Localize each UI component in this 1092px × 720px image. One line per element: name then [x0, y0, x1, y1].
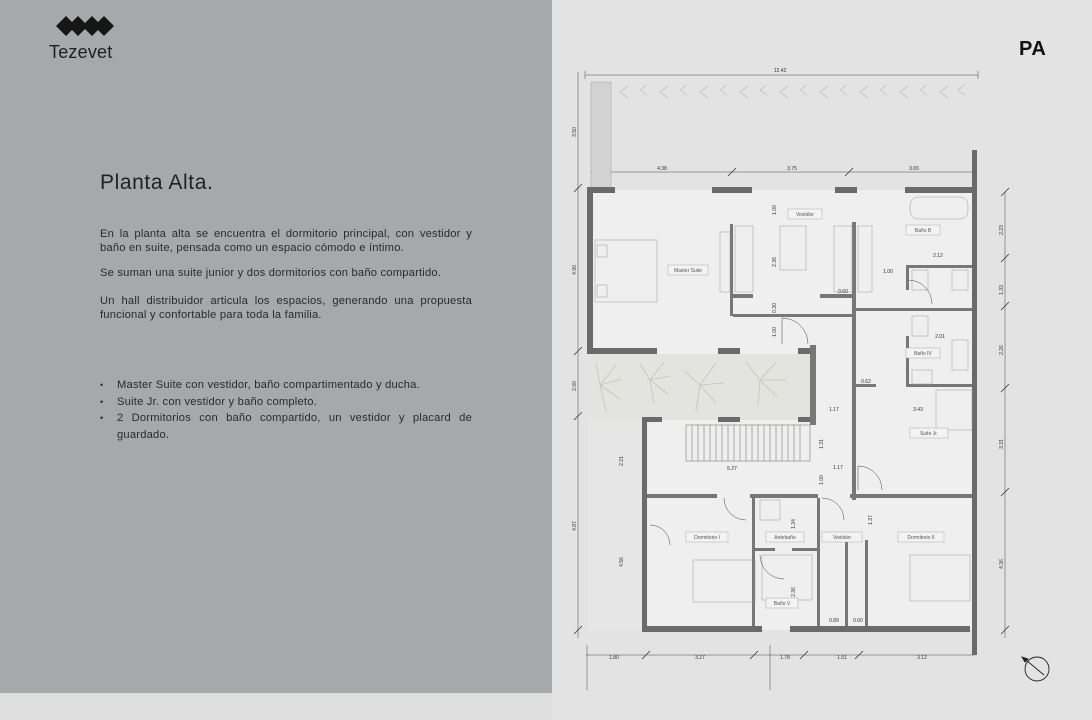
dim-bottom-a: 1.80: [609, 655, 619, 661]
plan-code: PA: [1019, 38, 1047, 60]
list-item: • 2 Dormitorios con baño compartido, un vestidor y placard de guardado.: [100, 410, 472, 443]
dim-d030: 0.30: [772, 303, 778, 313]
dim-top-a: 4.38: [657, 166, 667, 172]
dim-left-a: 3.50: [572, 127, 578, 137]
description-paragraph-2: Se suman una suite junior y dos dormitorios con baño compartido.: [100, 267, 442, 279]
dim-d456: 4.56: [619, 557, 625, 567]
dim-bottom-e: 3.12: [917, 655, 927, 661]
dim-left-d: 4.87: [572, 521, 578, 531]
north-arrow-icon: [1022, 657, 1049, 681]
dim-d089: 0.89: [829, 618, 839, 624]
info-panel: [0, 0, 552, 693]
dim-d060b: 0.60: [853, 618, 863, 624]
room-label-vestidor-top: Vestidor: [795, 212, 815, 218]
dim-d117b: 1.17: [833, 465, 843, 471]
dim-d100b: 1.00: [772, 205, 778, 215]
bottom-strip: [0, 693, 552, 720]
room-label-bano-iv: Baño IV: [914, 351, 932, 357]
dim-d100a: 1.00: [883, 269, 893, 275]
room-label-dormitorio-ii: Dormitorio II: [907, 535, 935, 541]
dim-d100c: 1.00: [772, 327, 778, 337]
dim-d100d: 1.00: [819, 475, 825, 485]
description-paragraph-1: En la planta alta se encuentra el dormitorio principal, con vestidor y baño en suite, pensada como un espacio cómodo e íntimo.: [100, 228, 472, 254]
dim-d134: 1.34: [791, 519, 797, 529]
dim-d062: 0.62: [861, 379, 871, 385]
dim-d060a: 0.60: [838, 289, 848, 295]
dim-d527: 5.27: [727, 466, 737, 472]
dim-bottom-d: 1.51: [837, 655, 847, 661]
floor-plan: [552, 0, 1092, 720]
room-label-bano-b: Baño B: [914, 228, 932, 234]
feature-list: [100, 377, 472, 443]
dim-top-b: 3.75: [787, 166, 797, 172]
brand-mark-icon: [56, 10, 114, 42]
dim-d117a: 1.17: [829, 407, 839, 413]
plan-panel: [552, 0, 1092, 720]
dim-d343: 3.43: [913, 407, 923, 413]
brand-logo: [46, 8, 126, 64]
dim-d236b: 2.36: [791, 587, 797, 597]
dim-left-b: 4.90: [572, 265, 578, 275]
description-paragraph-3: Un hall distribuidor articula los espacios, generando una propuesta funcional y confortable para toda la familia.: [100, 295, 472, 321]
dim-right-e: 4.36: [999, 559, 1005, 569]
dim-right-d: 3.31: [999, 439, 1005, 449]
dim-d201: 2.01: [935, 334, 945, 340]
dim-d236: 2.36: [772, 257, 778, 267]
page-title: Planta Alta.: [100, 171, 214, 194]
dim-bottom-c: 1.78: [780, 655, 790, 661]
room-label-suite-jr: Suite Jr.: [919, 431, 939, 437]
list-item: • Suite Jr. con vestidor y baño completo.: [100, 394, 472, 411]
room-label-bano-v: Baño V: [773, 601, 791, 607]
dim-d212: 2.12: [933, 253, 943, 259]
dim-right-b: 1.33: [999, 285, 1005, 295]
room-label-antebano: Antebaño: [774, 535, 796, 541]
dim-left-c: 2.00: [572, 381, 578, 391]
dim-right-c: 2.26: [999, 345, 1005, 355]
brand-name: Tezevet: [49, 42, 113, 62]
room-label-dormitorio-i: Dormitorio I: [694, 535, 720, 541]
dim-right-a: 2.23: [999, 225, 1005, 235]
dim-d221: 2.21: [619, 456, 625, 466]
dim-top-c: 3.65: [909, 166, 919, 172]
dim-d131: 1.31: [819, 439, 825, 449]
dim-d137: 1.37: [868, 515, 874, 525]
dim-top-total: 12.42: [773, 68, 787, 74]
list-item: • Master Suite con vestidor, baño compartimentado y ducha.: [100, 377, 472, 394]
room-label-master-suite: Master Suite: [673, 268, 703, 274]
dim-bottom-b: 3.27: [695, 655, 705, 661]
room-label-vestidor-bottom: Vestidor: [832, 535, 852, 541]
